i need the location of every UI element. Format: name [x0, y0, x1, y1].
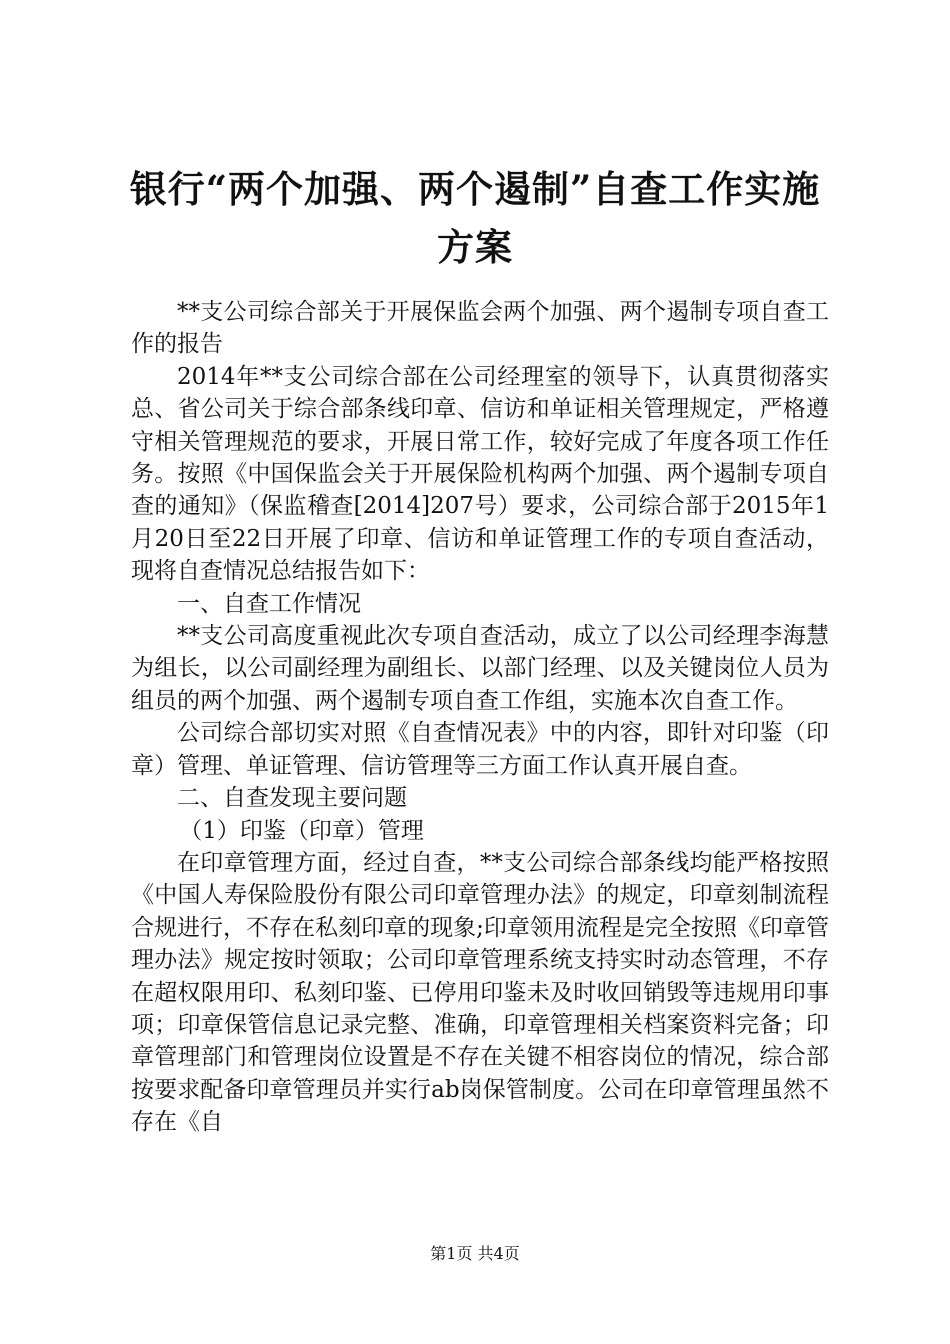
paragraph-working-group: **支公司高度重视此次专项自查活动，成立了以公司经理李海慧为组长，以公司副经理为副组长、以部门经理、以及关键岗位人员为组员的两个加强、两个遏制专项自查工作组，实施本次自查工作。: [131, 623, 829, 714]
page-number: 第1页 共4页: [430, 1244, 520, 1263]
document-title: 银行“两个加强、两个遏制”自查工作实施方案: [129, 167, 821, 269]
paragraph-report-heading: **支公司综合部关于开展保监会两个加强、两个遏制专项自查工作的报告: [131, 299, 829, 358]
section-heading-1: 一、自查工作情况: [177, 590, 361, 617]
paragraph-seal-management: 在印章管理方面，经过自查，**支公司综合部条线均能严格按照《中国人寿保险股份有限公司印章管理办法》的规定，印章刻制流程合规进行，不存在私刻印章的现象;印章领用流程是完全按照《印章管理办法》规定按时领取；公司印章管理系统支持实时动态管理，不存在超权限用印、私刻印鉴、已停用印鉴未及时收回销毁等违规用印事项；印章保管信息记录完整、准确，印章管理相关档案资料完备；印章管理部门和管理岗位设置是不存在关键不相容岗位的情况，综合部按要求配备印章管理员并实行ab岗保管制度。公司在印章管理虽然不存在《自: [131, 849, 829, 1136]
section-heading-2: 二、自查发现主要问题: [177, 785, 407, 812]
paragraph-self-check-scope: 公司综合部切实对照《自查情况表》中的内容，即针对印鉴（印章）管理、单证管理、信访管理等三方面工作认真开展自查。: [131, 720, 829, 779]
paragraph-intro: 2014年**支公司综合部在公司经理室的领导下，认真贯彻落实总、省公司关于综合部条线印章、信访和单证相关管理规定，严格遵守相关管理规范的要求，开展日常工作，较好完成了年度各项工作任务。按照《中国保监会关于开展保险机构两个加强、两个遏制专项自查的通知》（保监稽查[2014]207号）要求，公司综合部于2015年1月20日至22日开展了印章、信访和单证管理工作的专项自查活动，现将自查情况总结报告如下：: [131, 363, 829, 585]
document-body: [131, 296, 829, 1139]
subsection-heading-seal: （1）印鉴（印章）管理: [179, 817, 424, 844]
